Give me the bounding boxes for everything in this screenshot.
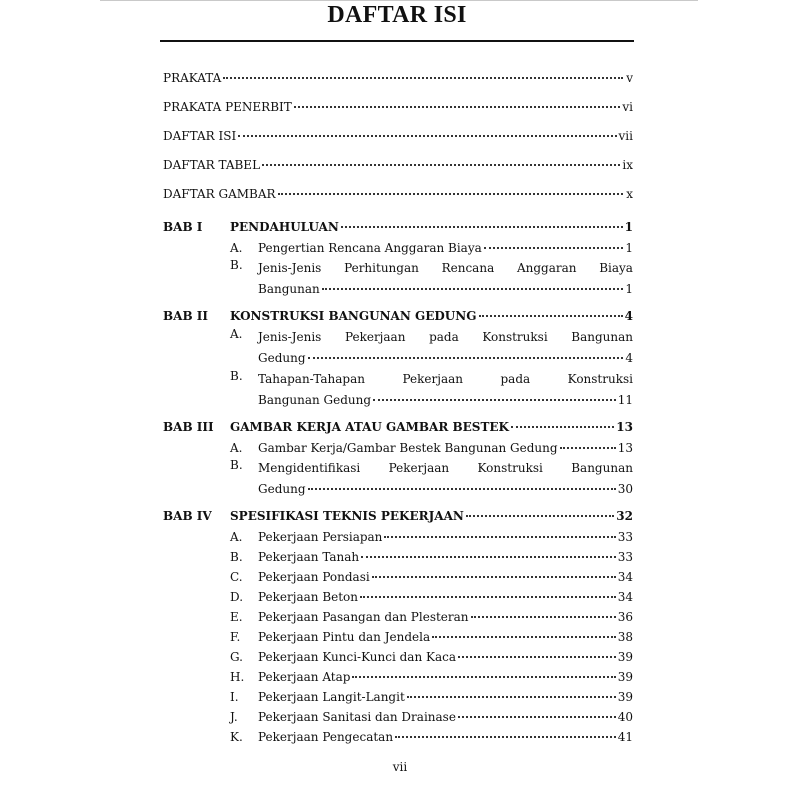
dot-leader [238, 135, 616, 137]
chapter-heading [163, 505, 633, 527]
section-entry [163, 527, 633, 547]
toc-entry [163, 124, 633, 153]
section-title: Pekerjaan Tanah [258, 550, 360, 564]
section-entry [163, 238, 633, 258]
chapter-number: BAB II [163, 309, 208, 323]
section-word: Konstruksi [482, 330, 548, 344]
section-text-line [258, 327, 633, 348]
section-page: 38 [617, 630, 633, 644]
section-letter: B. [230, 458, 243, 472]
table-of-contents [163, 66, 633, 747]
section-text-line [258, 258, 633, 279]
dot-leader [361, 556, 616, 558]
section-page: 30 [617, 482, 633, 496]
section-word: Mengidentifikasi [258, 461, 361, 475]
section-word: Perhitungan [344, 261, 419, 275]
section-letter: K. [230, 730, 243, 744]
section-title: Pekerjaan Pintu dan Jendela [258, 630, 431, 644]
section-letter: I. [230, 690, 239, 704]
dot-leader [322, 288, 623, 290]
dot-leader [466, 515, 614, 517]
dot-leader [384, 536, 615, 538]
section-text-block [258, 369, 633, 411]
section-entry [163, 607, 633, 627]
section-title: Pekerjaan Kunci-Kunci dan Kaca [258, 650, 456, 664]
section-letter: E. [230, 610, 243, 624]
section-continuation: Bangunan Gedung [258, 393, 372, 407]
section-entry [163, 707, 633, 727]
chapter-title: PENDAHULUAN [230, 220, 339, 234]
section-text-line [258, 458, 633, 479]
toc-entry [163, 182, 633, 211]
dot-leader [341, 226, 623, 228]
page-title: DAFTAR ISI [327, 2, 467, 28]
section-letter: B. [230, 258, 243, 272]
section-page: 1 [625, 282, 633, 296]
dot-leader [352, 676, 615, 678]
section-page: 4 [625, 351, 633, 365]
section-entry [163, 587, 633, 607]
page-number-footer: vii [392, 760, 408, 774]
toc-entry [163, 95, 633, 124]
section-letter: F. [230, 630, 241, 644]
section-word: pada [500, 372, 531, 386]
section-page: 1 [625, 241, 633, 255]
chapter-page: 1 [624, 220, 633, 234]
chapter-number: BAB III [163, 420, 214, 434]
chapter-page: 13 [616, 420, 633, 434]
dot-leader [278, 193, 623, 195]
dot-leader [511, 426, 614, 428]
chapter-page: 4 [624, 309, 633, 323]
dot-leader [471, 616, 616, 618]
section-page: 11 [617, 393, 633, 407]
dot-leader [395, 736, 616, 738]
section-entry [163, 327, 633, 369]
section-title: Pekerjaan Beton [258, 590, 359, 604]
section-word: Rencana [441, 261, 495, 275]
section-entry [163, 727, 633, 747]
dot-leader [560, 447, 616, 449]
section-letter: B. [230, 550, 243, 564]
toc-entry-label: DAFTAR TABEL [163, 158, 261, 172]
section-page: 39 [617, 670, 633, 684]
section-text-line [258, 479, 633, 500]
toc-entry-page: vii [618, 129, 633, 143]
dot-leader [294, 106, 621, 108]
dot-leader [484, 247, 623, 249]
section-letter: A. [230, 441, 243, 455]
section-title: Pengertian Rencana Anggaran Biaya [258, 241, 482, 255]
toc-entry-page: ix [622, 158, 633, 172]
dot-leader [308, 357, 623, 359]
section-title: Pekerjaan Sanitasi dan Drainase [258, 710, 456, 724]
section-title: Pekerjaan Pondasi [258, 570, 370, 584]
section-word: Pekerjaan [402, 372, 463, 386]
section-page: 40 [617, 710, 633, 724]
section-word: pada [429, 330, 459, 344]
section-letter: A. [230, 241, 243, 255]
section-title: Pekerjaan Pengecatan [258, 730, 394, 744]
dot-leader [223, 77, 623, 79]
section-word: Jenis-Jenis [258, 261, 322, 275]
chapter-number: BAB I [163, 220, 203, 234]
section-word: Pekerjaan [388, 461, 450, 475]
dot-leader [407, 696, 616, 698]
section-word: Biaya [599, 261, 633, 275]
section-title: Pekerjaan Pasangan dan Plesteran [258, 610, 469, 624]
dot-leader [432, 636, 616, 638]
section-letter: J. [230, 710, 238, 724]
dot-leader [308, 488, 616, 490]
section-page: 39 [617, 650, 633, 664]
toc-entry-page: vi [622, 100, 633, 114]
dot-leader [360, 596, 616, 598]
section-continuation: Gedung [258, 482, 306, 496]
dot-leader [262, 164, 620, 166]
section-entry [163, 458, 633, 500]
section-letter: A. [230, 530, 243, 544]
section-word: Pekerjaan [344, 330, 406, 344]
section-text-block [258, 327, 633, 369]
section-page: 34 [617, 570, 633, 584]
section-title: Pekerjaan Langit-Langit [258, 690, 405, 704]
section-page: 36 [617, 610, 633, 624]
section-page: 33 [617, 530, 633, 544]
section-page: 33 [617, 550, 633, 564]
chapter-page: 32 [616, 509, 633, 523]
toc-entry-label: DAFTAR ISI [163, 129, 237, 143]
dot-leader [458, 656, 616, 658]
section-text-line [258, 348, 633, 369]
section-title: Pekerjaan Atap [258, 670, 351, 684]
section-entry [163, 687, 633, 707]
section-word: Anggaran [516, 261, 577, 275]
section-letter: D. [230, 590, 244, 604]
dot-leader [372, 576, 616, 578]
section-entry [163, 567, 633, 587]
section-word: Bangunan [571, 330, 633, 344]
section-entry [163, 369, 633, 411]
section-entry [163, 627, 633, 647]
toc-entry-page: v [626, 71, 633, 85]
section-word: Jenis-Jenis [258, 330, 322, 344]
section-word: Bangunan [571, 461, 633, 475]
section-entry [163, 667, 633, 687]
chapter-heading [163, 305, 633, 327]
section-text-line [258, 390, 633, 411]
dot-leader [479, 315, 623, 317]
section-continuation: Gedung [258, 351, 306, 365]
chapter-title: KONSTRUKSI BANGUNAN GEDUNG [230, 309, 477, 323]
section-title: Gambar Kerja/Gambar Bestek Bangunan Gedung [258, 441, 558, 455]
section-letter: H. [230, 670, 245, 684]
section-entry [163, 547, 633, 567]
section-letter: B. [230, 369, 243, 383]
dot-leader [458, 716, 616, 718]
toc-entry-label: PRAKATA PENERBIT [163, 100, 292, 114]
section-letter: G. [230, 650, 243, 664]
section-continuation: Bangunan [258, 282, 320, 296]
chapter-title: GAMBAR KERJA ATAU GAMBAR BESTEK [230, 420, 509, 434]
section-entry [163, 438, 633, 458]
chapter-title: SPESIFIKASI TEKNIS PEKERJAAN [230, 509, 464, 523]
section-word: Konstruksi [567, 372, 633, 386]
toc-entry-page: x [626, 187, 633, 201]
section-text-line [258, 369, 633, 390]
section-word: Tahapan-Tahapan [258, 372, 365, 386]
section-text-block [258, 458, 633, 500]
chapter-number: BAB IV [163, 509, 212, 523]
section-page: 34 [617, 590, 633, 604]
chapter-heading [163, 216, 633, 238]
title-bar [160, 0, 634, 42]
toc-entry [163, 66, 633, 95]
section-entry [163, 258, 633, 300]
toc-entry-label: DAFTAR GAMBAR [163, 187, 276, 201]
section-letter: A. [230, 327, 243, 341]
section-page: 13 [617, 441, 633, 455]
section-page: 41 [617, 730, 633, 744]
toc-entry-label: PRAKATA [163, 71, 222, 85]
dot-leader [373, 399, 616, 401]
section-entry [163, 647, 633, 667]
section-letter: C. [230, 570, 243, 584]
toc-entry [163, 153, 633, 182]
section-title: Pekerjaan Persiapan [258, 530, 383, 544]
chapter-heading [163, 416, 633, 438]
section-text-block [258, 258, 633, 300]
section-word: Konstruksi [477, 461, 543, 475]
section-text-line [258, 279, 633, 300]
section-page: 39 [617, 690, 633, 704]
